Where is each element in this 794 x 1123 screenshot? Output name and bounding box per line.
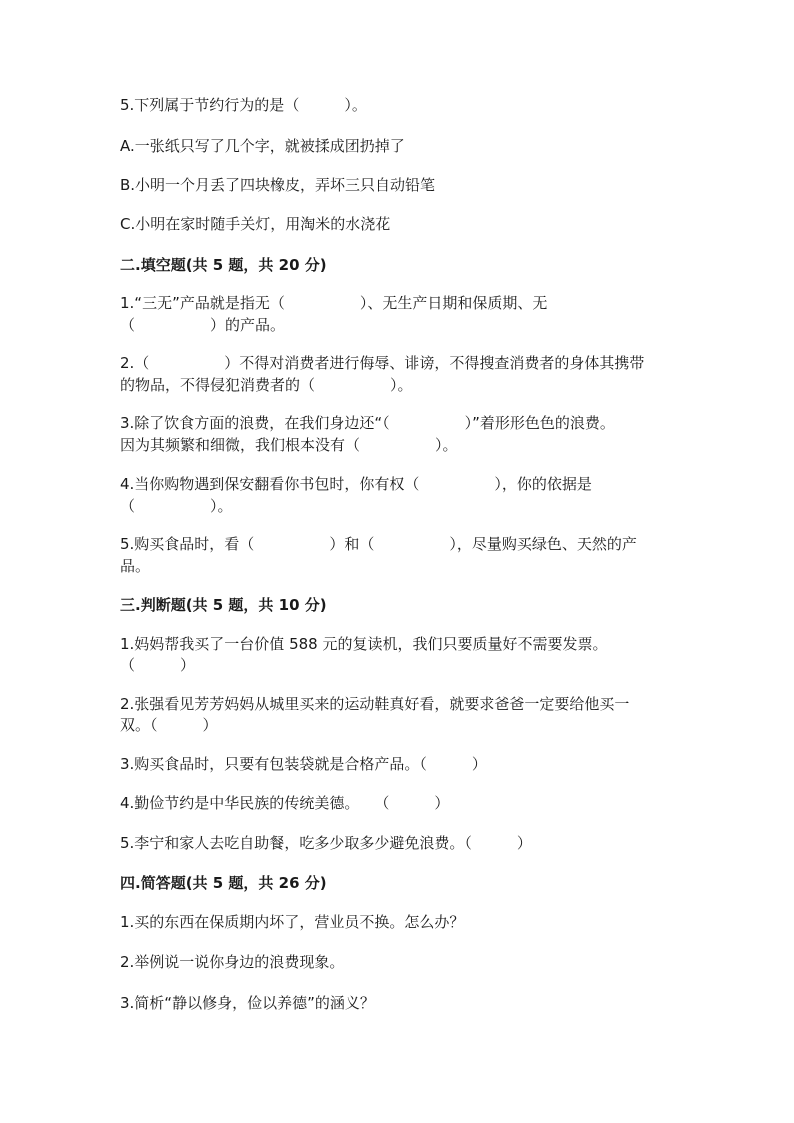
tf-question-1-line-2: （ ） bbox=[120, 656, 196, 674]
tf-question-3: 3.购买食品时，只要有包装袋就是合格产品。（ ） bbox=[120, 755, 487, 773]
tf-question-5: 5.李宁和家人去吃自助餐，吃多少取多少避免浪费。（ ） bbox=[120, 834, 532, 852]
tf-question-2-line-2: 双。（ ） bbox=[120, 716, 218, 734]
sa-question-1: 1.买的东西在保质期内坏了，营业员不换。怎么办？ bbox=[120, 913, 465, 931]
mc-question-5-option-a: A.一张纸只写了几个字，就被揉成团扔掉了 bbox=[120, 137, 405, 155]
fill-question-3-line-1: 3.除了饮食方面的浪费，在我们身边还“（ ）”着形形色色的浪费。 bbox=[120, 414, 615, 432]
fill-question-4-line-2: （ ）。 bbox=[120, 497, 233, 515]
section-heading-short-answer: 四.简答题(共 5 题，共 26 分) bbox=[120, 874, 327, 892]
section-heading-fill-blank: 二.填空题(共 5 题，共 20 分) bbox=[120, 256, 327, 274]
sa-question-2: 2.举例说一说你身边的浪费现象。 bbox=[120, 953, 345, 971]
fill-question-3-line-2: 因为其频繁和细微，我们根本没有（ ）。 bbox=[120, 436, 458, 454]
mc-question-5-option-b: B.小明一个月丢了四块橡皮，弄坏三只自动铅笔 bbox=[120, 176, 436, 194]
tf-question-4: 4.勤俭节约是中华民族的传统美德。 （ ） bbox=[120, 794, 450, 812]
fill-question-5-line-2: 品。 bbox=[120, 557, 151, 575]
mc-question-5-stem: 5.下列属于节约行为的是（ ）。 bbox=[120, 96, 367, 114]
section-heading-true-false: 三.判断题(共 5 题，共 10 分) bbox=[120, 596, 327, 614]
tf-question-2-line-1: 2.张强看见芳芳妈妈从城里买来的运动鞋真好看，就要求爸爸一定要给他买一 bbox=[120, 695, 630, 713]
mc-question-5-option-c: C.小明在家时随手关灯，用淘米的水浇花 bbox=[120, 215, 391, 233]
fill-question-4-line-1: 4.当你购物遇到保安翻看你书包时，你有权（ ），你的依据是 bbox=[120, 475, 592, 493]
fill-question-1-line-2: （ ）的产品。 bbox=[120, 316, 286, 334]
fill-question-2-line-1: 2.（ ）不得对消费者进行侮辱、诽谤，不得搜查消费者的身体其携带 bbox=[120, 354, 645, 372]
sa-question-3: 3.简析“静以修身，俭以养德”的涵义？ bbox=[120, 994, 375, 1012]
fill-question-1-line-1: 1.“三无”产品就是指无（ ）、无生产日期和保质期、无 bbox=[120, 294, 548, 312]
fill-question-5-line-1: 5.购买食品时，看（ ）和（ ），尽量购买绿色、天然的产 bbox=[120, 535, 637, 553]
fill-question-2-line-2: 的物品，不得侵犯消费者的（ ）。 bbox=[120, 376, 413, 394]
tf-question-1-line-1: 1.妈妈帮我买了一台价值 588 元的复读机，我们只要质量好不需要发票。 bbox=[120, 635, 608, 653]
